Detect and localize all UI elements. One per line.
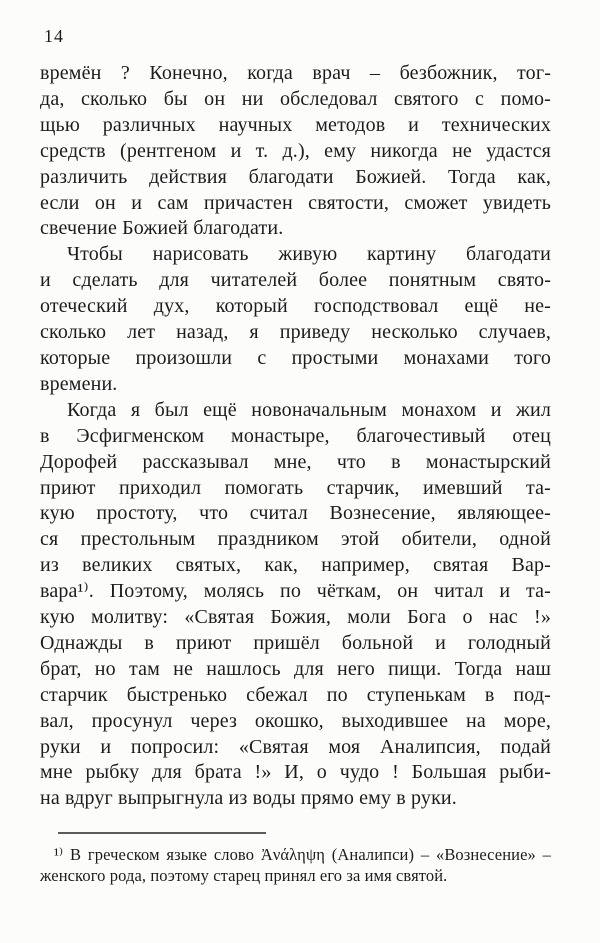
text-line: вал, просунул через окошко, выходившее на море, xyxy=(40,709,551,732)
text-line: времён ? Конечно, когда врач – безбожник, тог- xyxy=(40,62,551,84)
text-line: руки и попросил: «Святая моя Аналипсия, подай xyxy=(40,735,551,758)
text-line: кую простоту, что считал Вознесение, являющее- xyxy=(40,502,551,525)
paragraph xyxy=(40,398,551,813)
text-line: приют приходил помогать старчик, имевший та- xyxy=(40,476,551,499)
text-line: да, сколько бы он ни обследовал святого с помо- xyxy=(40,87,551,110)
footnote xyxy=(40,844,551,886)
text-line: старчик быстренько сбежал по ступенькам в под- xyxy=(40,683,551,706)
text-line: которые произошли с простыми монахами того xyxy=(40,346,551,369)
text-line: ¹⁾ В греческом языке слово Ἀνάληψη (Аналипси) – «Вознесение» – xyxy=(54,845,551,864)
text-line: ся престольным праздником этой обители, одной xyxy=(40,528,551,551)
text-line: Чтобы нарисовать живую картину благодати xyxy=(67,243,551,266)
text-line: Когда я был ещё новоначальным монахом и жил xyxy=(67,398,551,421)
page-number: 14 xyxy=(44,26,64,46)
text-line: отеческий дух, который господствовал ещё не- xyxy=(40,295,551,318)
text-line: времени. xyxy=(40,372,118,395)
text-line: и сделать для читателей более понятным свято- xyxy=(40,269,551,292)
text-line: из великих святых, как, например, святая Вар- xyxy=(40,554,551,577)
text-line: свечение Божией благодати. xyxy=(40,217,284,240)
text-line: в Эсфигменском монастыре, благочестивый отец xyxy=(40,424,551,447)
text-line: на вдруг выпрыгнула из воды прямо ему в руки. xyxy=(40,787,457,810)
footnote-divider xyxy=(58,832,266,834)
text-line: щью различных научных методов и технических xyxy=(40,113,551,136)
text-line: средств (рентгеном и т. д.), ему никогда не удастся xyxy=(40,139,551,162)
paragraph xyxy=(40,844,551,886)
text-line: женского рода, поэтому старец принял его за имя святой. xyxy=(40,866,448,885)
text-line: брат, но там не нашлось для него пищи. Тогда наш xyxy=(40,657,551,680)
paragraph xyxy=(40,242,551,397)
text-line: Однажды в приют пришёл больной и голодный xyxy=(40,631,551,654)
body-text xyxy=(40,61,551,812)
text-line: сколько лет назад, я приведу несколько случаев, xyxy=(40,321,551,344)
text-line: различить действия благодати Божией. Тогда как, xyxy=(40,165,551,188)
text-line: если он и сам причастен святости, сможет увидеть xyxy=(40,191,551,214)
text-line: вара¹⁾. Поэтому, молясь по чёткам, он читал и та- xyxy=(40,580,551,603)
text-line: Дорофей рассказывал мне, что в монастырский xyxy=(40,450,551,473)
text-line: кую молитву: «Святая Божия, моли Бога о нас !» xyxy=(40,606,551,629)
text-line: мне рыбку для брата !» И, о чудо ! Большая рыби- xyxy=(40,761,551,784)
paragraph xyxy=(40,61,551,242)
